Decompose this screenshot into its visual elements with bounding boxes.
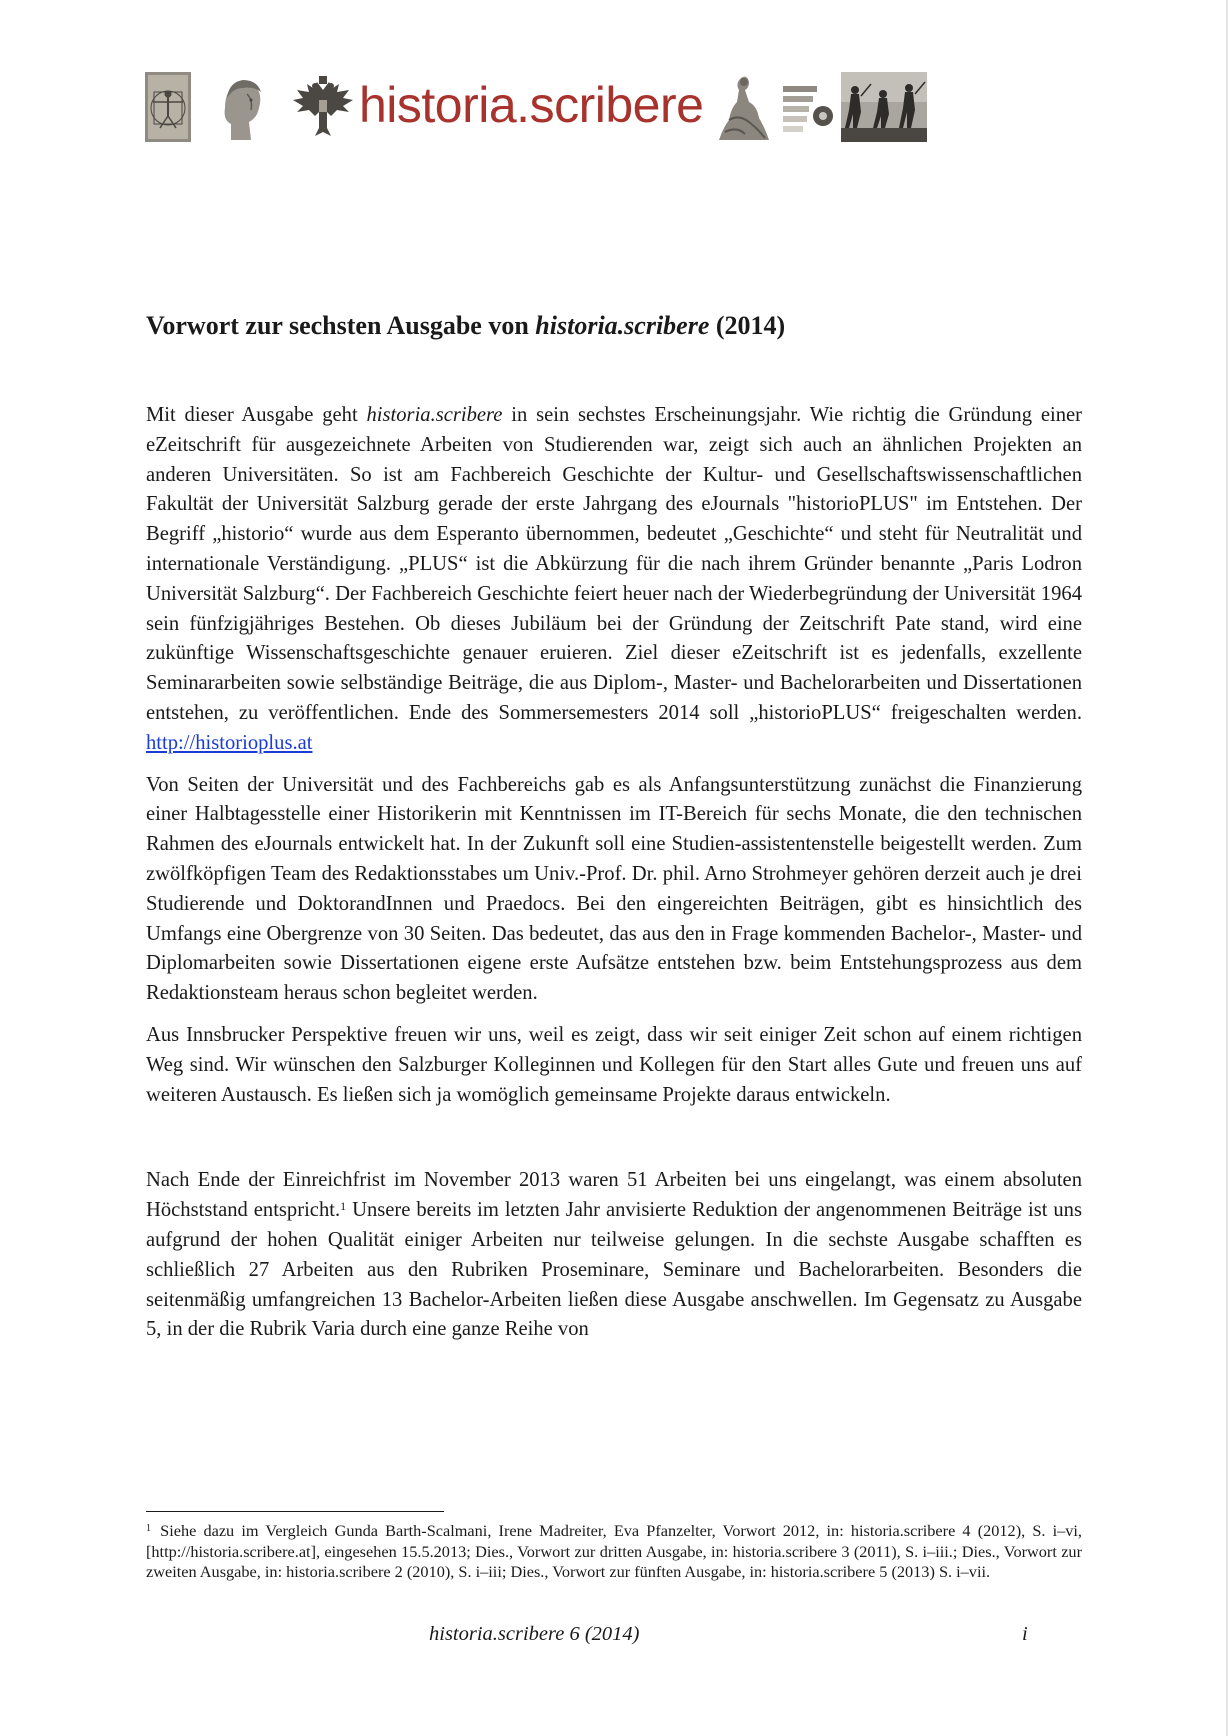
paragraph-1-text-end: in sein sechstes Erscheinungsjahr. Wie richtig die Gründung einer eZeitschrift für ausgezeichnete Arbeiten von Studierenden war, zeigt sich auch an ähnlichen Projekten an anderen Universitäten. So ist am Fachbereich Geschichte der Kultur- und Gesellschaftswissenschaftlichen Fakultät der Universität Salzburg gerade der erste Jahrgang des eJournals "historioPLUS" im Entstehen. Der Begriff „historio“ wurde aus dem Esperanto übernommen, bedeutet „Geschichte“ und steht für Neutralität und internationale Verständigung. „PLUS“ ist die Abkürzung für die nach ihrem Gründer benannte „Paris Lodron Universität Salzburg“. Der Fachbereich Geschichte feiert heuer nach der Wiederbegründung der Universität 1964 sein fünfzigjähriges Bestehen. Ob dieses Jubiläum bei der Gründung der Zeitschrift Pate stand, wird eine zukünftige Wissenschaftsgeschichte genauer eruieren. Ziel dieser eZeitschrift ist es jedenfalls, exzellente Seminararbeiten sowie selbständige Beiträge, die aus Diplom-, Master- und Bachelorarbeiten und Dissertationen entstehen, zu veröffentlichen. Ende des Sommersemesters 2014 soll „historioPLUS“ freigeschalten werden.: [146, 404, 1082, 724]
paragraph-1-text-start: Mit dieser Ausgabe geht: [146, 404, 367, 426]
footnote-separator: [146, 1511, 444, 1512]
journal-banner: [145, 72, 927, 142]
footer-journal-issue: historia.scribere 6 (2014): [429, 1623, 640, 1645]
soldiers-silhouette-icon: [841, 72, 927, 142]
page-number: i: [1022, 1623, 1028, 1645]
page-title: [146, 311, 785, 341]
paragraph-4: [146, 1166, 1082, 1345]
paragraph-1: [146, 401, 1082, 759]
baroque-statue-icon: [715, 72, 771, 142]
journal-brand: historia.scribere: [359, 77, 704, 133]
footnote-number: 1: [146, 1523, 151, 1534]
paragraph-2: Von Seiten der Universität und des Fachbereichs gab es als Anfangsunterstützung zunächst die Finanzierung einer Halbtagesstelle einer Historikerin mit Kenntnissen im IT-Bereich für sechs Monate, die den technischen Rahmen des eJournals entwickelt hat. In der Zukunft soll eine Studien-assistentenstelle beigestellt werden. Zum zwölfköpfigen Team des Redaktionsstabes um Univ.-Prof. Dr. phil. Arno Strohmeyer gehören derzeit auch je drei Studierende und DoktorandInnen und Praedocs. Bei den eingereichten Beiträgen, gibt es hinsichtlich des Umfangs eine Obergrenze von 30 Seiten. Das bedeutet, das aus den in Frage kommenden Bachelor-, Master- und Diplomarbeiten sowie Dissertationen eigene erste Aufsätze entstehen bzw. beim Entstehungsprozess aus dem Redaktionsteam heraus schon begleitet werden.: [146, 773, 1082, 1005]
paragraph-4-text-start: Nach Ende der Einreichfrist im November 2013 waren 51 Arbeiten bei uns eingelangt, was einem absoluten Höchststand entspricht.: [146, 1169, 1082, 1222]
footnote-reference[interactable]: 1: [340, 1199, 347, 1214]
title-journal: historia.scribere: [535, 311, 710, 340]
double-headed-eagle-icon: [291, 72, 355, 142]
historioplus-link[interactable]: http://historioplus.at: [146, 731, 313, 754]
article-body: [146, 401, 1082, 1357]
paragraph-1-journal-name: historia.scribere: [366, 404, 503, 426]
footnote-text: Siehe dazu im Vergleich Gunda Barth-Scalmani, Irene Madreiter, Eva Pfanzelter, Vorwort 2012, in: historia.scribere 4 (2012), S. i–vi, [http://historia.scribere.at], eingesehen 15.5.2013; Dies., Vorwort zur dritten Ausgabe, in: historia.scribere 3 (2011), S. i–iii.; Dies., Vorwort zur zweiten Ausgabe, in: historia.scribere 2 (2010), S. i–iii; Dies., Vorwort zur fünften Ausgabe, in: historia.scribere 5 (2013) S. i–vii.: [146, 1521, 1082, 1581]
classical-bust-icon: [213, 72, 269, 142]
bar-graphic-icon: [781, 72, 837, 142]
footnote-1: [146, 1521, 1082, 1583]
title-prefix: Vorwort zur sechsten Ausgabe von: [146, 311, 536, 340]
paragraph-4-text-end: Unsere bereits im letzten Jahr anvisierte Reduktion der angenommenen Beiträge ist uns aufgrund der hohen Qualität einiger Arbeiten nur teilweise gelungen. In die sechste Ausgabe schafften es schließlich 27 Arbeiten aus den Rubriken Proseminare, Seminare und Bachelorarbeiten. Besonders die seitenmäßig umfangreichen 13 Bachelor-Arbeiten ließen diese Ausgabe anschwellen. Im Gegensatz zu Ausgabe 5, in der die Rubrik Varia durch eine ganze Reihe von: [146, 1199, 1082, 1341]
paragraph-3: Aus Innsbrucker Perspektive freuen wir uns, weil es zeigt, dass wir seit einiger Zeit schon auf einem richtigen Weg sind. Wir wünschen den Salzburger Kolleginnen und Kollegen für den Start alles Gute und freuen uns auf weiteren Austausch. Es ließen sich ja womöglich gemeinsame Projekte daraus entwickeln.: [146, 1023, 1082, 1106]
title-suffix: (2014): [709, 311, 786, 340]
vitruvian-man-icon: [145, 72, 191, 142]
